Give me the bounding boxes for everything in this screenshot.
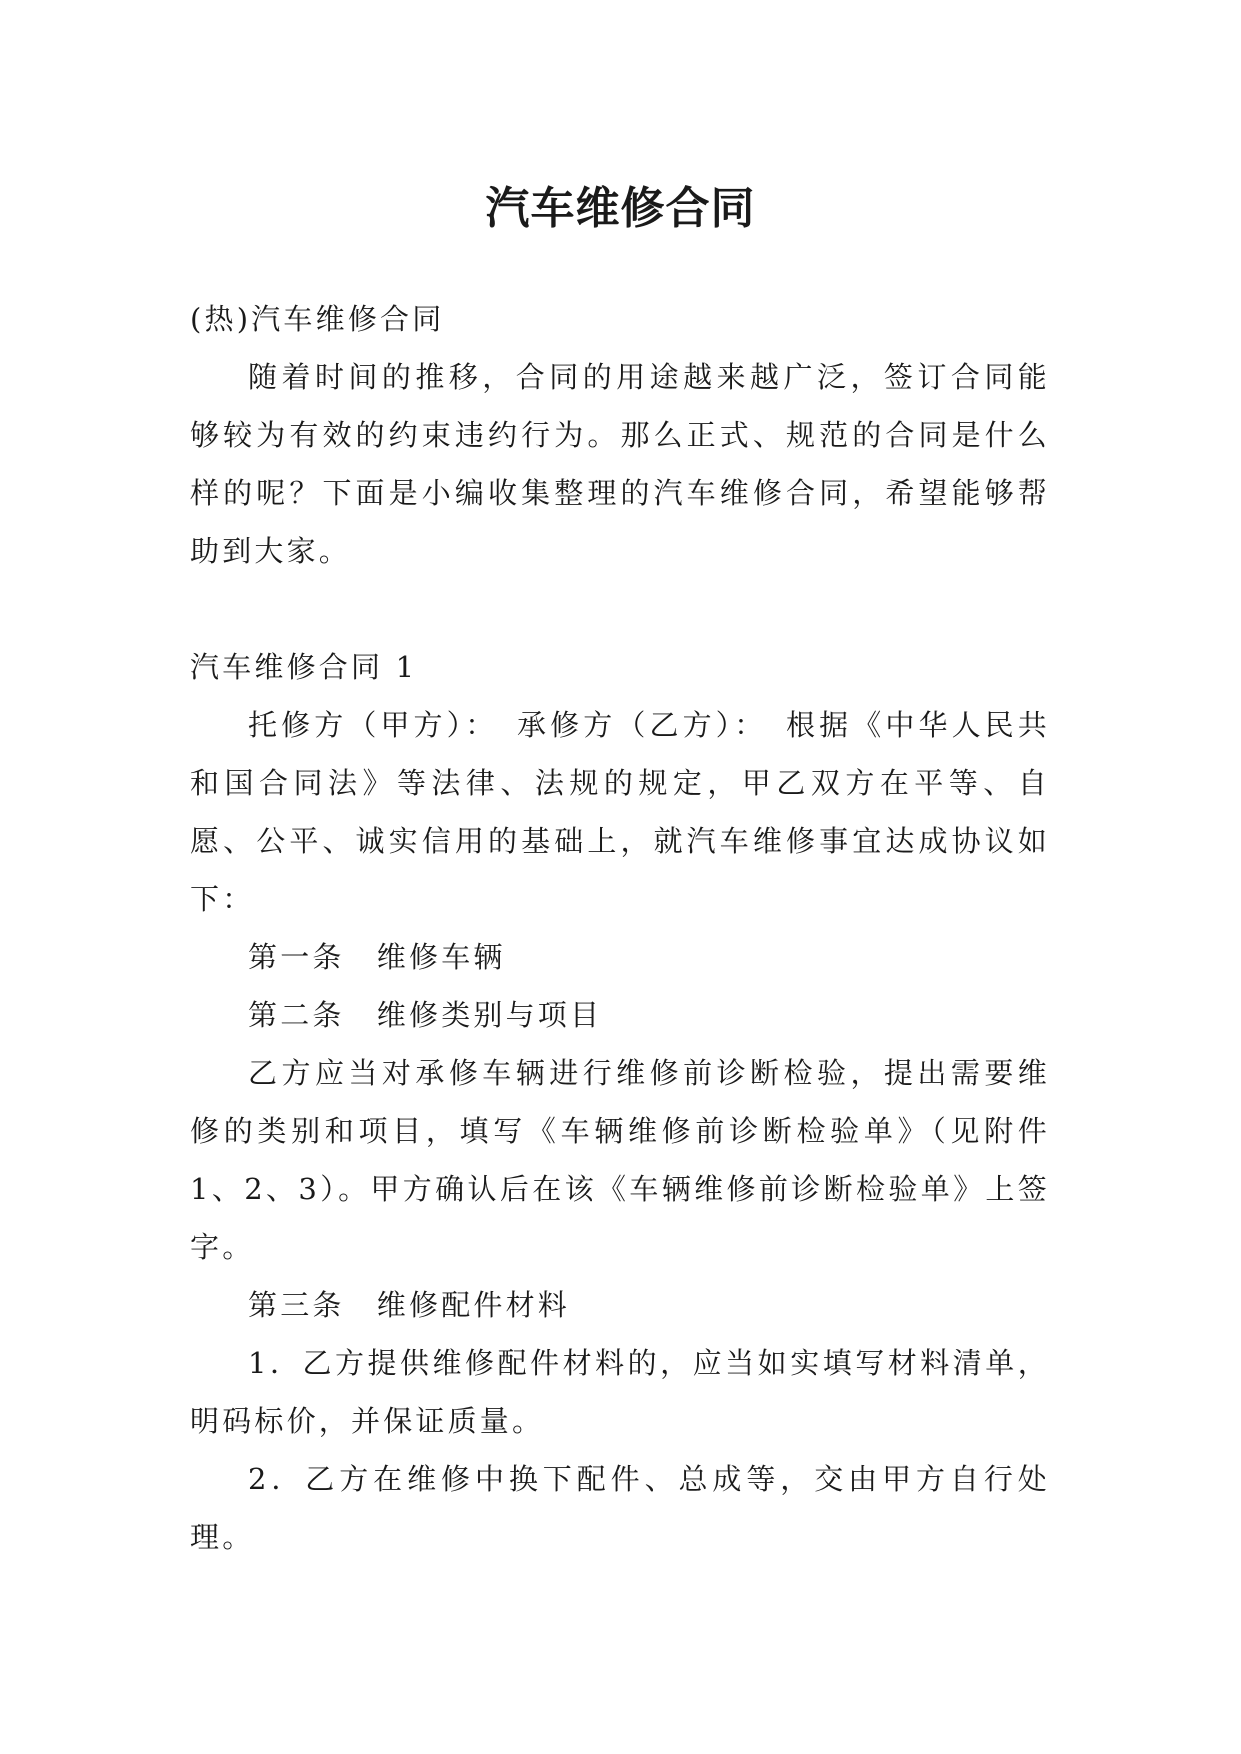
parties-paragraph: 托修方（甲方）： 承修方（乙方）： 根据《中华人民共和国合同法》等法律、法规的规定，甲乙双方在平等、自愿、公平、诚实信用的基础上，就汽车维修事宜达成协议如下： [190, 708, 1050, 916]
article-1-heading: 第一条 维修车辆 [248, 940, 506, 974]
article-3-item-1: 1．乙方提供维修配件材料的，应当如实填写材料清单，明码标价，并保证质量。 [190, 1346, 1050, 1438]
article-3-heading: 第三条 维修配件材料 [248, 1288, 571, 1322]
document-title: 汽车维修合同 [485, 183, 756, 235]
article-2-body: 乙方应当对承修车辆进行维修前诊断检验，提出需要维修的类别和项目，填写《车辆维修前诊断检验单》（见附件 1、2、3）。甲方确认后在该《车辆维修前诊断检验单》上签字。 [190, 1056, 1050, 1264]
document-body [190, 290, 1050, 1566]
article-2-heading: 第二条 维修类别与项目 [248, 998, 603, 1032]
paragraph-gap [190, 580, 1050, 638]
subtitle-paragraph: (热)汽车维修合同 [190, 302, 445, 336]
article-3-item-2: 2．乙方在维修中换下配件、总成等，交由甲方自行处理。 [190, 1462, 1050, 1554]
section-heading: 汽车维修合同 1 [190, 650, 418, 684]
intro-paragraph: 随着时间的推移，合同的用途越来越广泛，签订合同能够较为有效的约束违约行为。那么正式、规范的合同是什么样的呢？下面是小编收集整理的汽车维修合同，希望能够帮助到大家。 [190, 360, 1050, 568]
